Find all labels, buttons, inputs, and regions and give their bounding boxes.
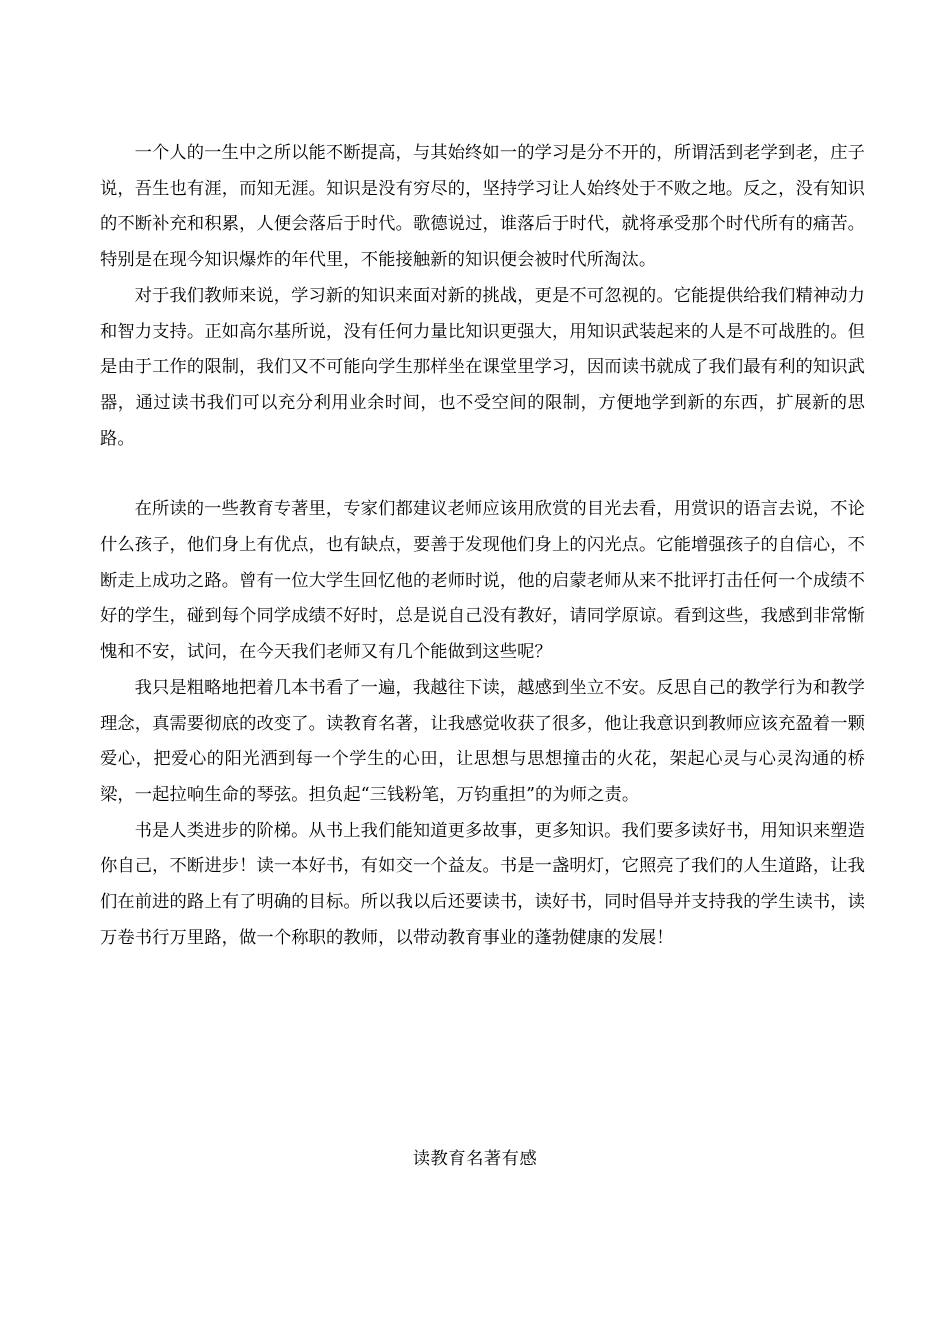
paragraph-2: 对于我们教师来说，学习新的知识来面对新的挑战，更是不可忽视的。它能提供给我们精神动力和智力支持。正如高尔基所说，没有任何力量比知识更强大，用知识武装起来的人是不可战胜的。但是由于工作的限制，我们又不可能向学生那样坐在课堂里学习，因而读书就成了我们最有利的知识武器，通过读书我们可以充分利用业余时间，也不受空间的限制，方便地学到新的东西，扩展新的思路。	[100, 285, 865, 449]
paragraph-3: 在所读的一些教育专著里，专家们都建议老师应该用欣赏的目光去看，用赏识的语言去说，不论什么孩子，他们身上有优点，也有缺点，要善于发现他们身上的闪光点。它能增强孩子的自信心，不断走上成功之路。曾有一位大学生回忆他的老师时说，他的启蒙老师从来不批评打击任何一个成绩不好的学生，碰到每个同学成绩不好时，总是说自己没有教好，请同学原谅。看到这些，我感到非常惭愧和不安，试问，在今天我们老师又有几个能做到这些呢？	[100, 499, 865, 663]
paragraph-1: 一个人的一生中之所以能不断提高，与其始终如一的学习是分不开的，所谓活到老学到老，庄子说，吾生也有涯，而知无涯。知识是没有穷尽的，坚持学习让人始终处于不败之地。反之，没有知识的不断补充和积累，人便会落后于时代。歌德说过，谁落后于时代，就将承受那个时代所有的痛苦。特别是在现今知识爆炸的年代里，不能接触新的知识便会被时代所淘汰。	[100, 143, 865, 271]
paragraph-4: 我只是粗略地把着几本书看了一遍，我越往下读，越感到坐立不安。反思自己的教学行为和教学理念，真需要彻底的改变了。读教育名著，让我感觉收获了很多，他让我意识到教师应该充盈着一颗爱心，把爱心的阳光洒到每一个学生的心田，让思想与思想撞击的火花，架起心灵与心灵沟通的桥梁，一起拉响生命的琴弦。担负起“三钱粉笔，万钧重担”的为师之责。	[100, 677, 865, 805]
document-body	[100, 136, 865, 956]
paragraph-5: 书是人类进步的阶梯。从书上我们能知道更多故事，更多知识。我们要多读好书，用知识来塑造你自己，不断进步！读一本好书，有如交一个益友。书是一盏明灯，它照亮了我们的人生道路，让我们在前进的路上有了明确的目标。所以我以后还要读书，读好书，同时倡导并支持我的学生读书，读万卷书行万里路，做一个称职的教师，以带动教育事业的蓬勃健康的发展！	[100, 820, 865, 948]
document-title: 读教育名著有感	[412, 1149, 538, 1169]
